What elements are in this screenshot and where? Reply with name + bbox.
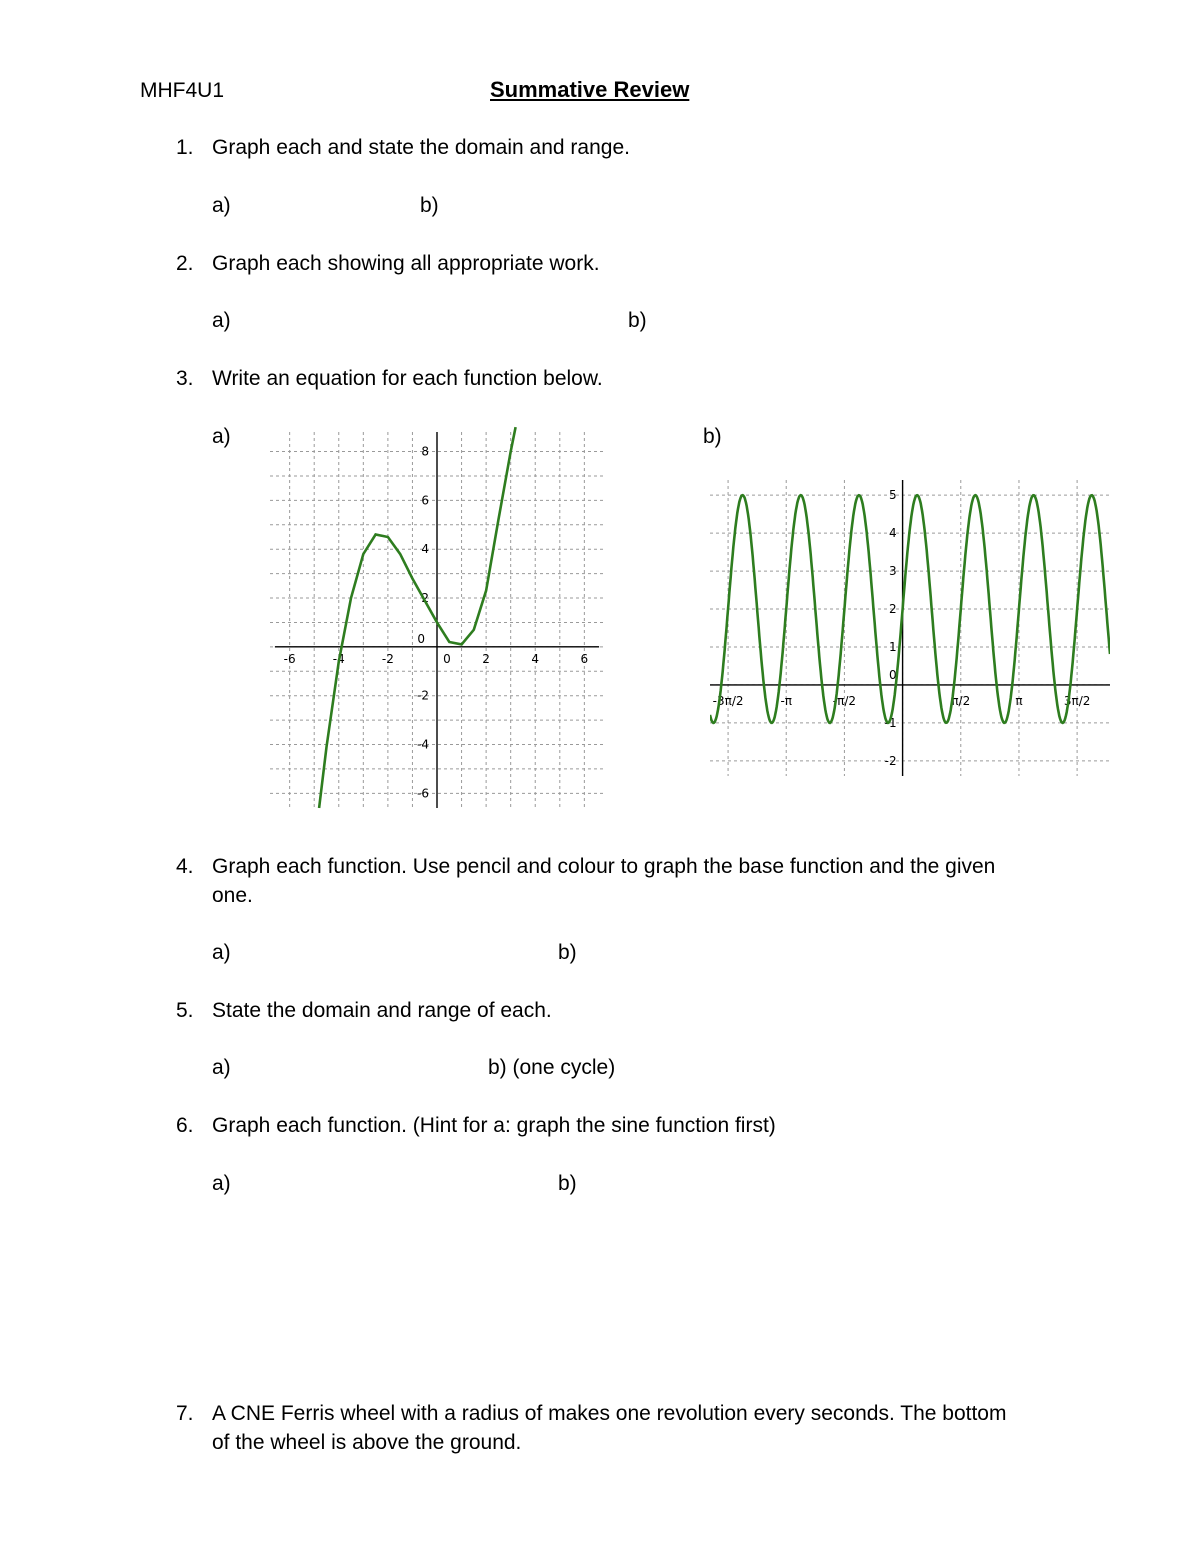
question-text-continued: one. bbox=[212, 884, 253, 907]
page-title: Summative Review bbox=[490, 77, 690, 102]
part-label: b) bbox=[628, 309, 647, 332]
part-label: a) bbox=[212, 425, 231, 448]
y-tick-label: -6 bbox=[417, 786, 429, 801]
y-tick-label: -2 bbox=[884, 753, 897, 768]
y-tick-label: -4 bbox=[417, 737, 429, 752]
question-text: State the domain and range of each. bbox=[212, 999, 552, 1022]
question-text: Graph each showing all appropriate work. bbox=[212, 252, 600, 275]
question-number: 2. bbox=[176, 252, 194, 275]
y-tick-label: 1 bbox=[888, 639, 897, 654]
y-tick-label: -2 bbox=[417, 688, 429, 703]
question-number: 6. bbox=[176, 1114, 194, 1137]
part-label: b) bbox=[703, 425, 722, 448]
y-tick-label: 2 bbox=[421, 591, 429, 606]
y-tick-label: 5 bbox=[888, 488, 897, 503]
question-text: A CNE Ferris wheel with a radius of makes one revolution every seconds. The bottom bbox=[212, 1402, 1007, 1425]
x-tick-label: 6 bbox=[580, 651, 589, 666]
question-text-continued: of the wheel is above the ground. bbox=[212, 1431, 522, 1454]
question-text: Graph each function. (Hint for a: graph the sine function first) bbox=[212, 1114, 776, 1137]
y-tick-label: -1 bbox=[884, 715, 897, 730]
x-tick-label: 4 bbox=[531, 651, 540, 666]
x-tick-label: -π bbox=[780, 693, 793, 708]
x-tick-label: π bbox=[1015, 693, 1023, 708]
question-number: 1. bbox=[176, 136, 194, 159]
y-tick-label: 4 bbox=[888, 526, 897, 541]
part-label: a) bbox=[212, 194, 231, 217]
part-label: b) bbox=[558, 941, 577, 964]
y-tick-label: 0 bbox=[888, 667, 897, 682]
part-label: a) bbox=[212, 941, 231, 964]
part-label: b) bbox=[558, 1172, 577, 1195]
y-tick-label: 6 bbox=[421, 493, 429, 508]
x-tick-label: -3π/2 bbox=[712, 693, 744, 708]
x-tick-label: 0 bbox=[443, 651, 451, 666]
question-number: 7. bbox=[176, 1402, 194, 1425]
y-tick-label: 3 bbox=[888, 564, 897, 579]
y-tick-label: 0 bbox=[417, 631, 425, 646]
course-code: MHF4U1 bbox=[140, 79, 225, 102]
question-text: Write an equation for each function below. bbox=[212, 367, 603, 390]
x-tick-label: -π/2 bbox=[832, 693, 857, 708]
graph-3a bbox=[262, 424, 612, 816]
question-text: Graph each and state the domain and range. bbox=[212, 136, 630, 159]
part-label: a) bbox=[212, 309, 231, 332]
x-tick-label: 3π/2 bbox=[1063, 693, 1091, 708]
question-number: 5. bbox=[176, 999, 194, 1022]
x-tick-label: -2 bbox=[381, 651, 394, 666]
x-tick-label: -6 bbox=[283, 651, 296, 666]
x-tick-label: -4 bbox=[332, 651, 345, 666]
y-tick-label: 8 bbox=[421, 444, 429, 459]
part-label: b) (one cycle) bbox=[488, 1056, 616, 1079]
x-tick-label: π/2 bbox=[951, 693, 971, 708]
y-tick-label: 4 bbox=[421, 542, 429, 557]
y-tick-label: 2 bbox=[888, 602, 897, 617]
part-label: b) bbox=[420, 194, 439, 217]
graph-3b bbox=[710, 480, 1110, 776]
x-tick-label: 2 bbox=[482, 651, 490, 666]
question-number: 4. bbox=[176, 855, 194, 878]
question-text: Graph each function. Use pencil and colour to graph the base function and the given bbox=[212, 855, 996, 878]
part-label: a) bbox=[212, 1172, 231, 1195]
part-label: a) bbox=[212, 1056, 231, 1079]
question-number: 3. bbox=[176, 367, 194, 390]
